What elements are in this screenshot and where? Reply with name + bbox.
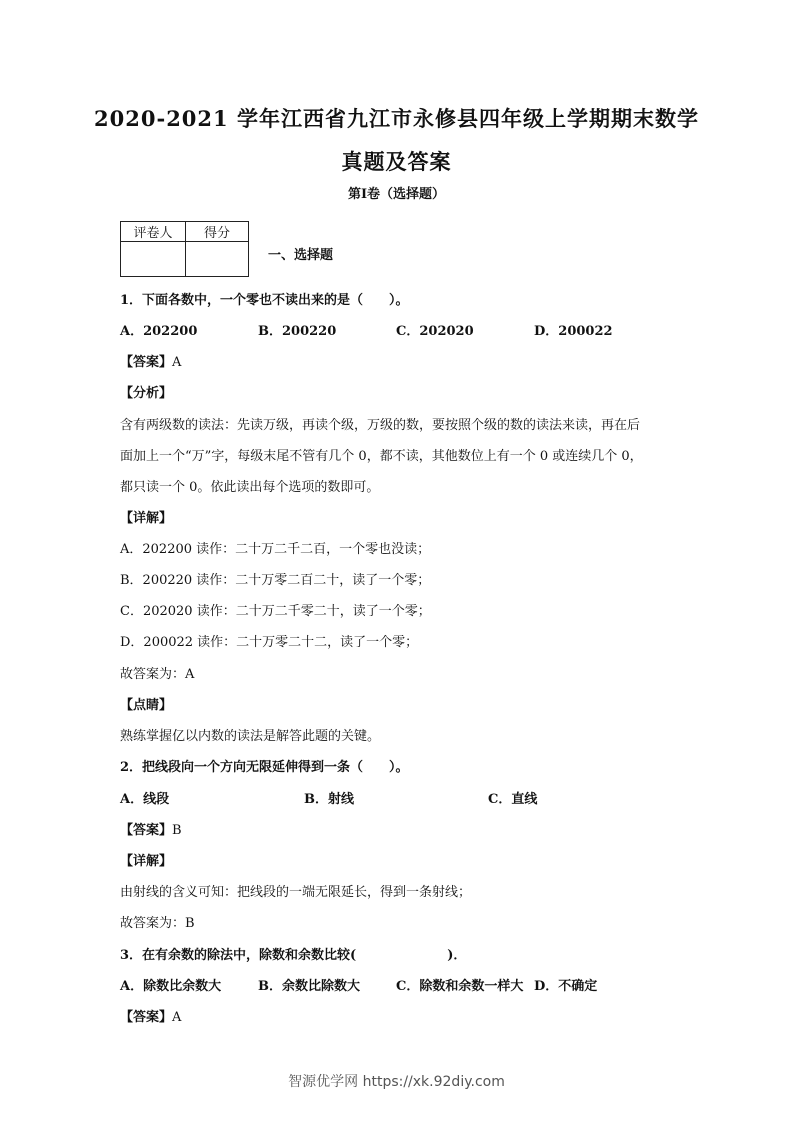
q1-option-d: D．200022 [534,324,613,339]
answer-label: 【答案】 [120,823,173,838]
q3-stem: 3．在有余数的除法中，除数和余数比较( )． [120,948,467,963]
q2-options [120,792,680,808]
q1-option-c: C．202020 [396,324,474,339]
answer-label: 【答案】 [120,1010,173,1025]
answer-value: A [172,355,182,370]
q1-option-a: A．202200 [120,324,198,339]
q3-option-b: B．余数比除数大 [258,979,360,994]
q2-conclusion: 故答案为：B [120,916,195,931]
q1-detail-line: A．202200 读作：二十万二千二百，一个零也没读； [120,542,431,557]
q2-option-b: B．射线 [304,792,354,807]
q2-answer [120,823,182,839]
answer-label: 【答案】 [120,355,173,370]
q2-option-c: C．直线 [488,792,538,807]
q2-detail: 由射线的含义可知：把线段的一端无限延长，得到一条射线； [120,885,472,900]
q1-analysis-line: 都只读一个 0。依此读出每个选项的数即可。 [120,480,380,495]
q3-options [120,979,680,995]
score-cell [186,242,249,277]
document-title-line1: 2020-2021 学年江西省九江市永修县四年级上学期期末数学 [94,106,699,131]
q1-analysis-label: 【分析】 [120,386,173,401]
q2-option-a: A．线段 [120,792,170,807]
q2-detail-label: 【详解】 [120,854,173,869]
q1-option-b: B．200220 [258,324,337,339]
q3-option-c: C．除数和余数一样大 [396,979,524,994]
q2-stem: 2．把线段向一个方向无限延伸得到一条（ ）。 [120,760,409,775]
q1-options [120,324,680,340]
document-title-line2: 真题及答案 [341,149,452,174]
answer-value: B [172,823,182,838]
q1-answer [120,355,181,371]
q1-comment: 熟练掌握亿以内数的读法是解答此题的关键。 [120,729,381,744]
q1-detail-line: C．202020 读作：二十万二千零二十，读了一个零； [120,604,431,619]
q3-answer [120,1010,181,1026]
answer-value: A [172,1010,182,1025]
q1-conclusion: 故答案为：A [120,667,195,682]
q1-detail-line: B．200220 读作：二十万零二百二十，读了一个零； [120,573,431,588]
q1-analysis-line: 含有两级数的读法：先读万级，再读个级，万级的数，要按照个级的数的读法来读，再在后 [120,418,641,433]
q1-detail-label: 【详解】 [120,511,173,526]
grader-cell [121,242,186,277]
q1-detail-line: D．200022 读作：二十万零二十二，读了一个零； [120,635,419,650]
q1-stem: 1．下面各数中，一个零也不读出来的是（ ）。 [120,293,409,308]
q3-option-a: A．除数比余数大 [120,979,222,994]
section-heading: 一、选择题 [268,248,334,263]
q1-comment-label: 【点睛】 [120,698,173,713]
q3-option-d: D．不确定 [534,979,598,994]
q1-analysis-line: 面加上一个“万”字，每级末尾不管有几个 0，都不读，其他数位上有一个 0 或连续几个 0， [120,449,643,464]
watermark-footer: 智源优学网 https://xk.92diy.com [288,1074,505,1090]
grader-header: 评卷人 [121,222,186,242]
score-header: 得分 [186,222,249,242]
grader-score-table [120,221,249,277]
volume-subtitle: 第Ⅰ卷（选择题） [347,187,446,202]
